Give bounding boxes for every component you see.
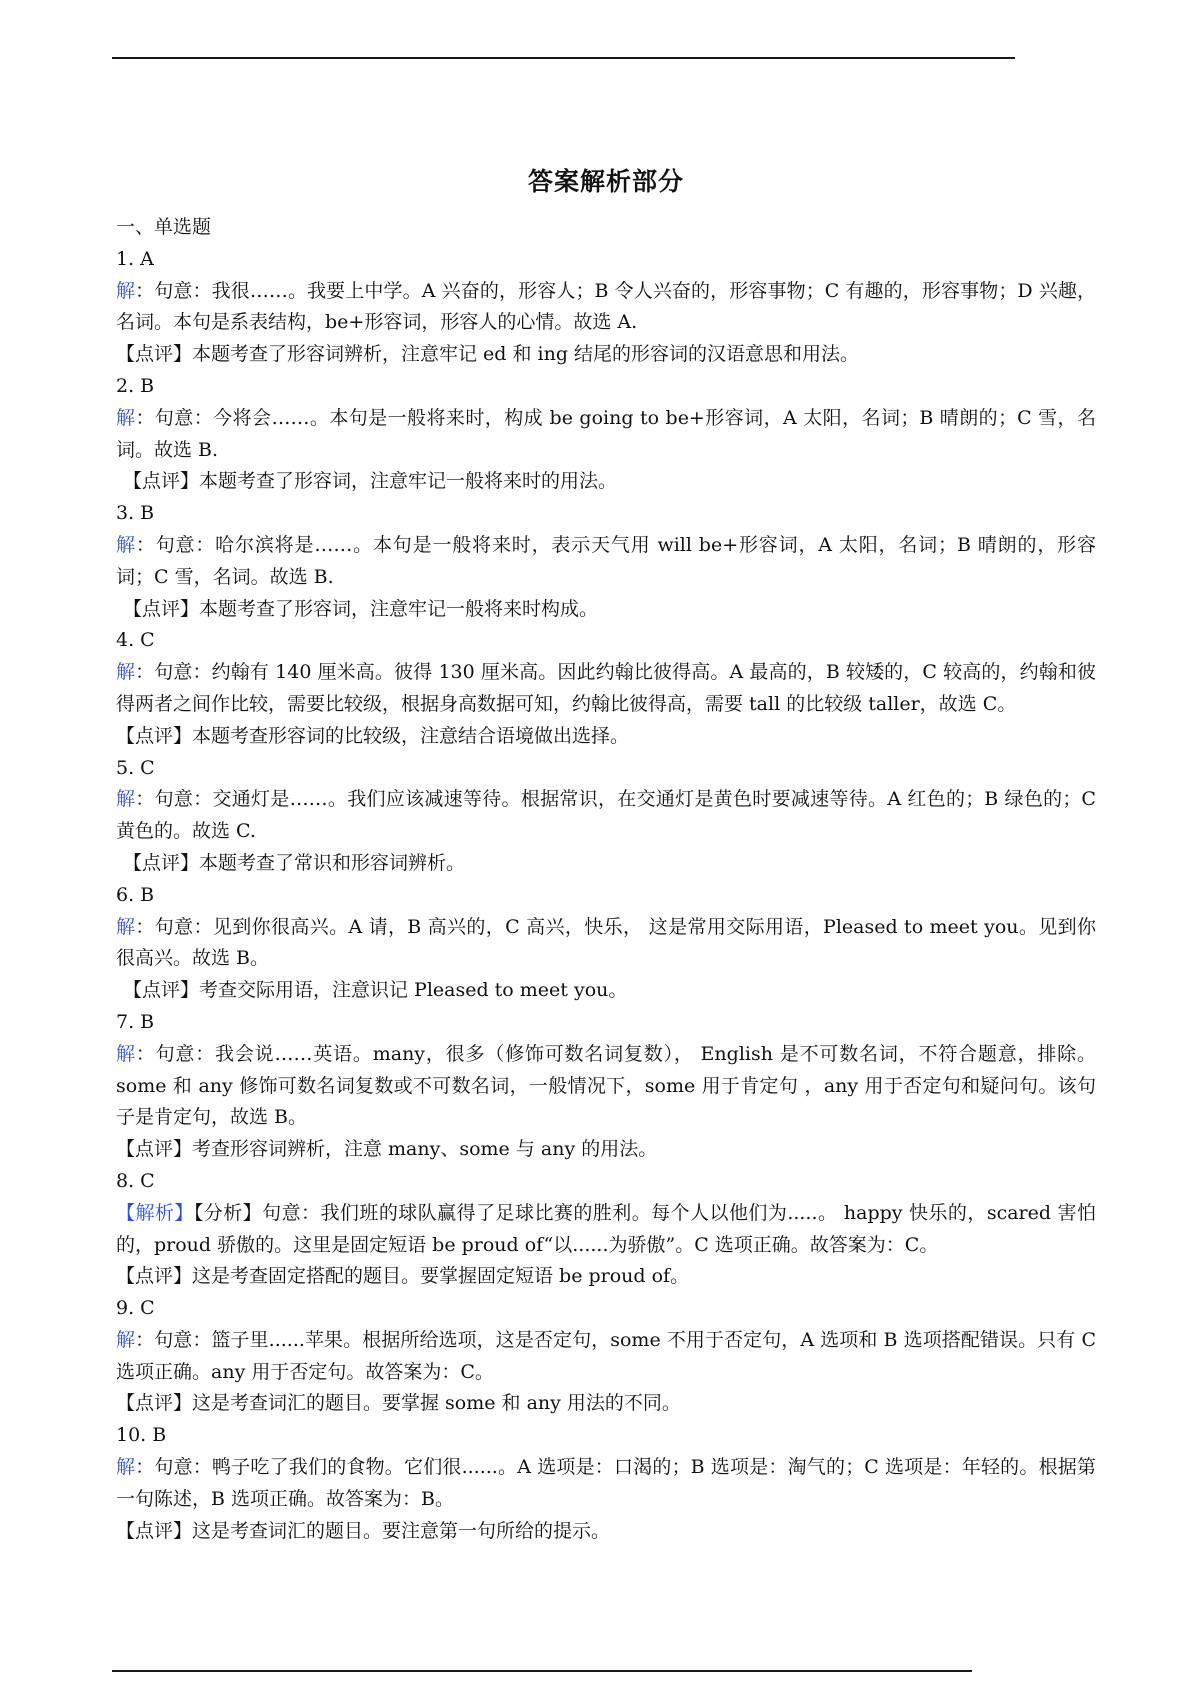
answer-item-7 — [116, 1007, 1096, 1166]
explanation-label: 解 — [116, 915, 136, 938]
explanation — [116, 276, 1096, 340]
explanation — [116, 657, 1096, 721]
answer-item-1 — [116, 244, 1096, 371]
explanation-label: 解 — [116, 661, 136, 684]
answer-key: 8. C — [116, 1169, 155, 1192]
explanation-text: 句意：哈尔滨将是……。本句是一般将来时，表示天气用 will be+形容词，A 太阳，名词；B 晴朗的，形容词；C 雪，名词。故选 B. — [116, 533, 1096, 588]
page-title: 答案解析部分 — [527, 167, 684, 196]
explanation-text: 句意：今将会……。本句是一般将来时，构成 be going to be+形容词，A 太阳，名词；B 晴朗的；C 雪，名词。故选 B. — [116, 406, 1096, 461]
label-separator: ： — [135, 1456, 155, 1479]
explanation — [116, 912, 1096, 976]
label-separator: ： — [135, 279, 155, 302]
label-separator: ： — [135, 1328, 155, 1351]
answer-item-5 — [116, 753, 1096, 880]
answer-item-4 — [116, 625, 1096, 752]
comment: 【点评】本题考查了形容词，注意牢记一般将来时的用法。 — [123, 470, 618, 493]
explanation-label: 【解析】 — [116, 1201, 194, 1224]
answer-key: 6. B — [116, 883, 155, 906]
explanation-label: 解 — [116, 406, 136, 429]
comment: 【点评】本题考查了形容词，注意牢记一般将来时构成。 — [123, 597, 599, 620]
explanation-label: 解 — [116, 279, 136, 302]
answer-key: 7. B — [116, 1010, 155, 1033]
answer-item-10 — [116, 1420, 1096, 1547]
explanation-label: 解 — [116, 788, 136, 811]
answer-item-2 — [116, 371, 1096, 498]
answer-key: 1. A — [116, 247, 154, 270]
comment: 【点评】这是考查词汇的题目。要注意第一句所给的提示。 — [116, 1519, 611, 1542]
answer-key: 2. B — [116, 374, 155, 397]
explanation-text: 句意：我很……。我要上中学。A 兴奋的，形容人；B 令人兴奋的，形容事物；C 有趣的，形容事物；D 兴趣，名词。本句是系表结构，be+形容词，形容人的心情。故选 A. — [116, 279, 1096, 334]
comment: 【点评】本题考查了形容词辨析，注意牢记 ed 和 ing 结尾的形容词的汉语意思和用法。 — [116, 343, 860, 366]
explanation — [116, 784, 1096, 848]
comment: 【点评】考查交际用语，注意识记 Pleased to meet you。 — [123, 979, 628, 1002]
explanation-label: 解 — [116, 1042, 136, 1065]
answer-item-3 — [116, 498, 1096, 625]
explanation-text: 句意：我会说……英语。many，很多（修饰可数名词复数）， English 是不可数名词，不符合题意，排除。some 和 any 修饰可数名词复数或不可数名词，一般情况下，some 用于肯定句 ，any 用于否定句和疑问句。该句子是肯定句，故选 B。 — [116, 1042, 1096, 1129]
explanation-label: 解 — [116, 533, 136, 556]
comment: 【点评】本题考查形容词的比较级，注意结合语境做出选择。 — [116, 724, 630, 747]
label-separator: ： — [135, 915, 155, 938]
explanation — [116, 1198, 1096, 1262]
label-separator: ： — [135, 1042, 156, 1065]
explanation — [116, 403, 1096, 467]
explanation — [116, 1452, 1096, 1516]
comment: 【点评】这是考查固定搭配的题目。要掌握固定短语 be proud of。 — [116, 1265, 690, 1288]
label-separator: ： — [135, 533, 156, 556]
label-separator: ： — [135, 788, 155, 811]
comment: 【点评】这是考查词汇的题目。要掌握 some 和 any 用法的不同。 — [116, 1392, 681, 1415]
answer-list — [116, 244, 1096, 1548]
answer-key: 4. C — [116, 629, 155, 652]
section-heading: 一、单选题 — [116, 216, 212, 238]
explanation-label: 解 — [116, 1456, 136, 1479]
answer-key: 5. C — [116, 756, 155, 779]
explanation-text: 句意：交通灯是……。我们应该减速等待。根据常识，在交通灯是黄色时要减速等待。A 红色的；B 绿色的；C 黄色的。故选 C. — [116, 788, 1096, 843]
header-rule — [112, 57, 1015, 59]
comment: 【点评】考查形容词辨析，注意 many、some 与 any 的用法。 — [116, 1138, 658, 1161]
answer-key: 10. B — [116, 1424, 167, 1447]
answer-item-8 — [116, 1166, 1096, 1293]
footer-rule — [112, 1670, 972, 1672]
answer-item-6 — [116, 880, 1096, 1007]
answer-key: 3. B — [116, 502, 155, 525]
label-separator: ： — [135, 406, 155, 429]
answer-key: 9. C — [116, 1297, 155, 1320]
explanation-text: 句意：篮子里......苹果。根据所给选项，这是否定句，some 不用于否定句，A 选项和 B 选项搭配错误。只有 C 选项正确。any 用于否定句。故答案为：C。 — [116, 1328, 1096, 1383]
explanation-text: 句意：鸭子吃了我们的食物。它们很......。A 选项是：口渴的；B 选项是：淘气的；C 选项是：年轻的。根据第一句陈述，B 选项正确。故答案为：B。 — [116, 1456, 1096, 1510]
explanation-text: 句意：约翰有 140 厘米高。彼得 130 厘米高。因此约翰比彼得高。A 最高的，B 较矮的，C 较高的，约翰和彼得两者之间作比较，需要比较级，根据身高数据可知，约翰比彼得高，需要 tall 的比较级 taller，故选 C。 — [116, 661, 1096, 715]
explanation-text: 【分析】句意：我们班的球队赢得了足球比赛的胜利。每个人以他们为.....。 happy 快乐的，scared 害怕的，proud 骄傲的。这里是固定短语 be proud of“以......为骄傲”。C 选项正确。故答案为：C。 — [116, 1201, 1096, 1256]
label-separator: ： — [135, 661, 155, 684]
explanation — [116, 1039, 1096, 1134]
explanation-text: 句意：见到你很高兴。A 请，B 高兴的，C 高兴，快乐， 这是常用交际用语，Pleased to meet you。见到你很高兴。故选 B。 — [116, 915, 1096, 970]
explanation-label: 解 — [116, 1328, 136, 1351]
comment: 【点评】本题考查了常识和形容词辨析。 — [123, 851, 466, 874]
document-body — [116, 160, 1096, 1547]
explanation — [116, 530, 1096, 594]
answer-item-9 — [116, 1293, 1096, 1420]
explanation — [116, 1325, 1096, 1389]
